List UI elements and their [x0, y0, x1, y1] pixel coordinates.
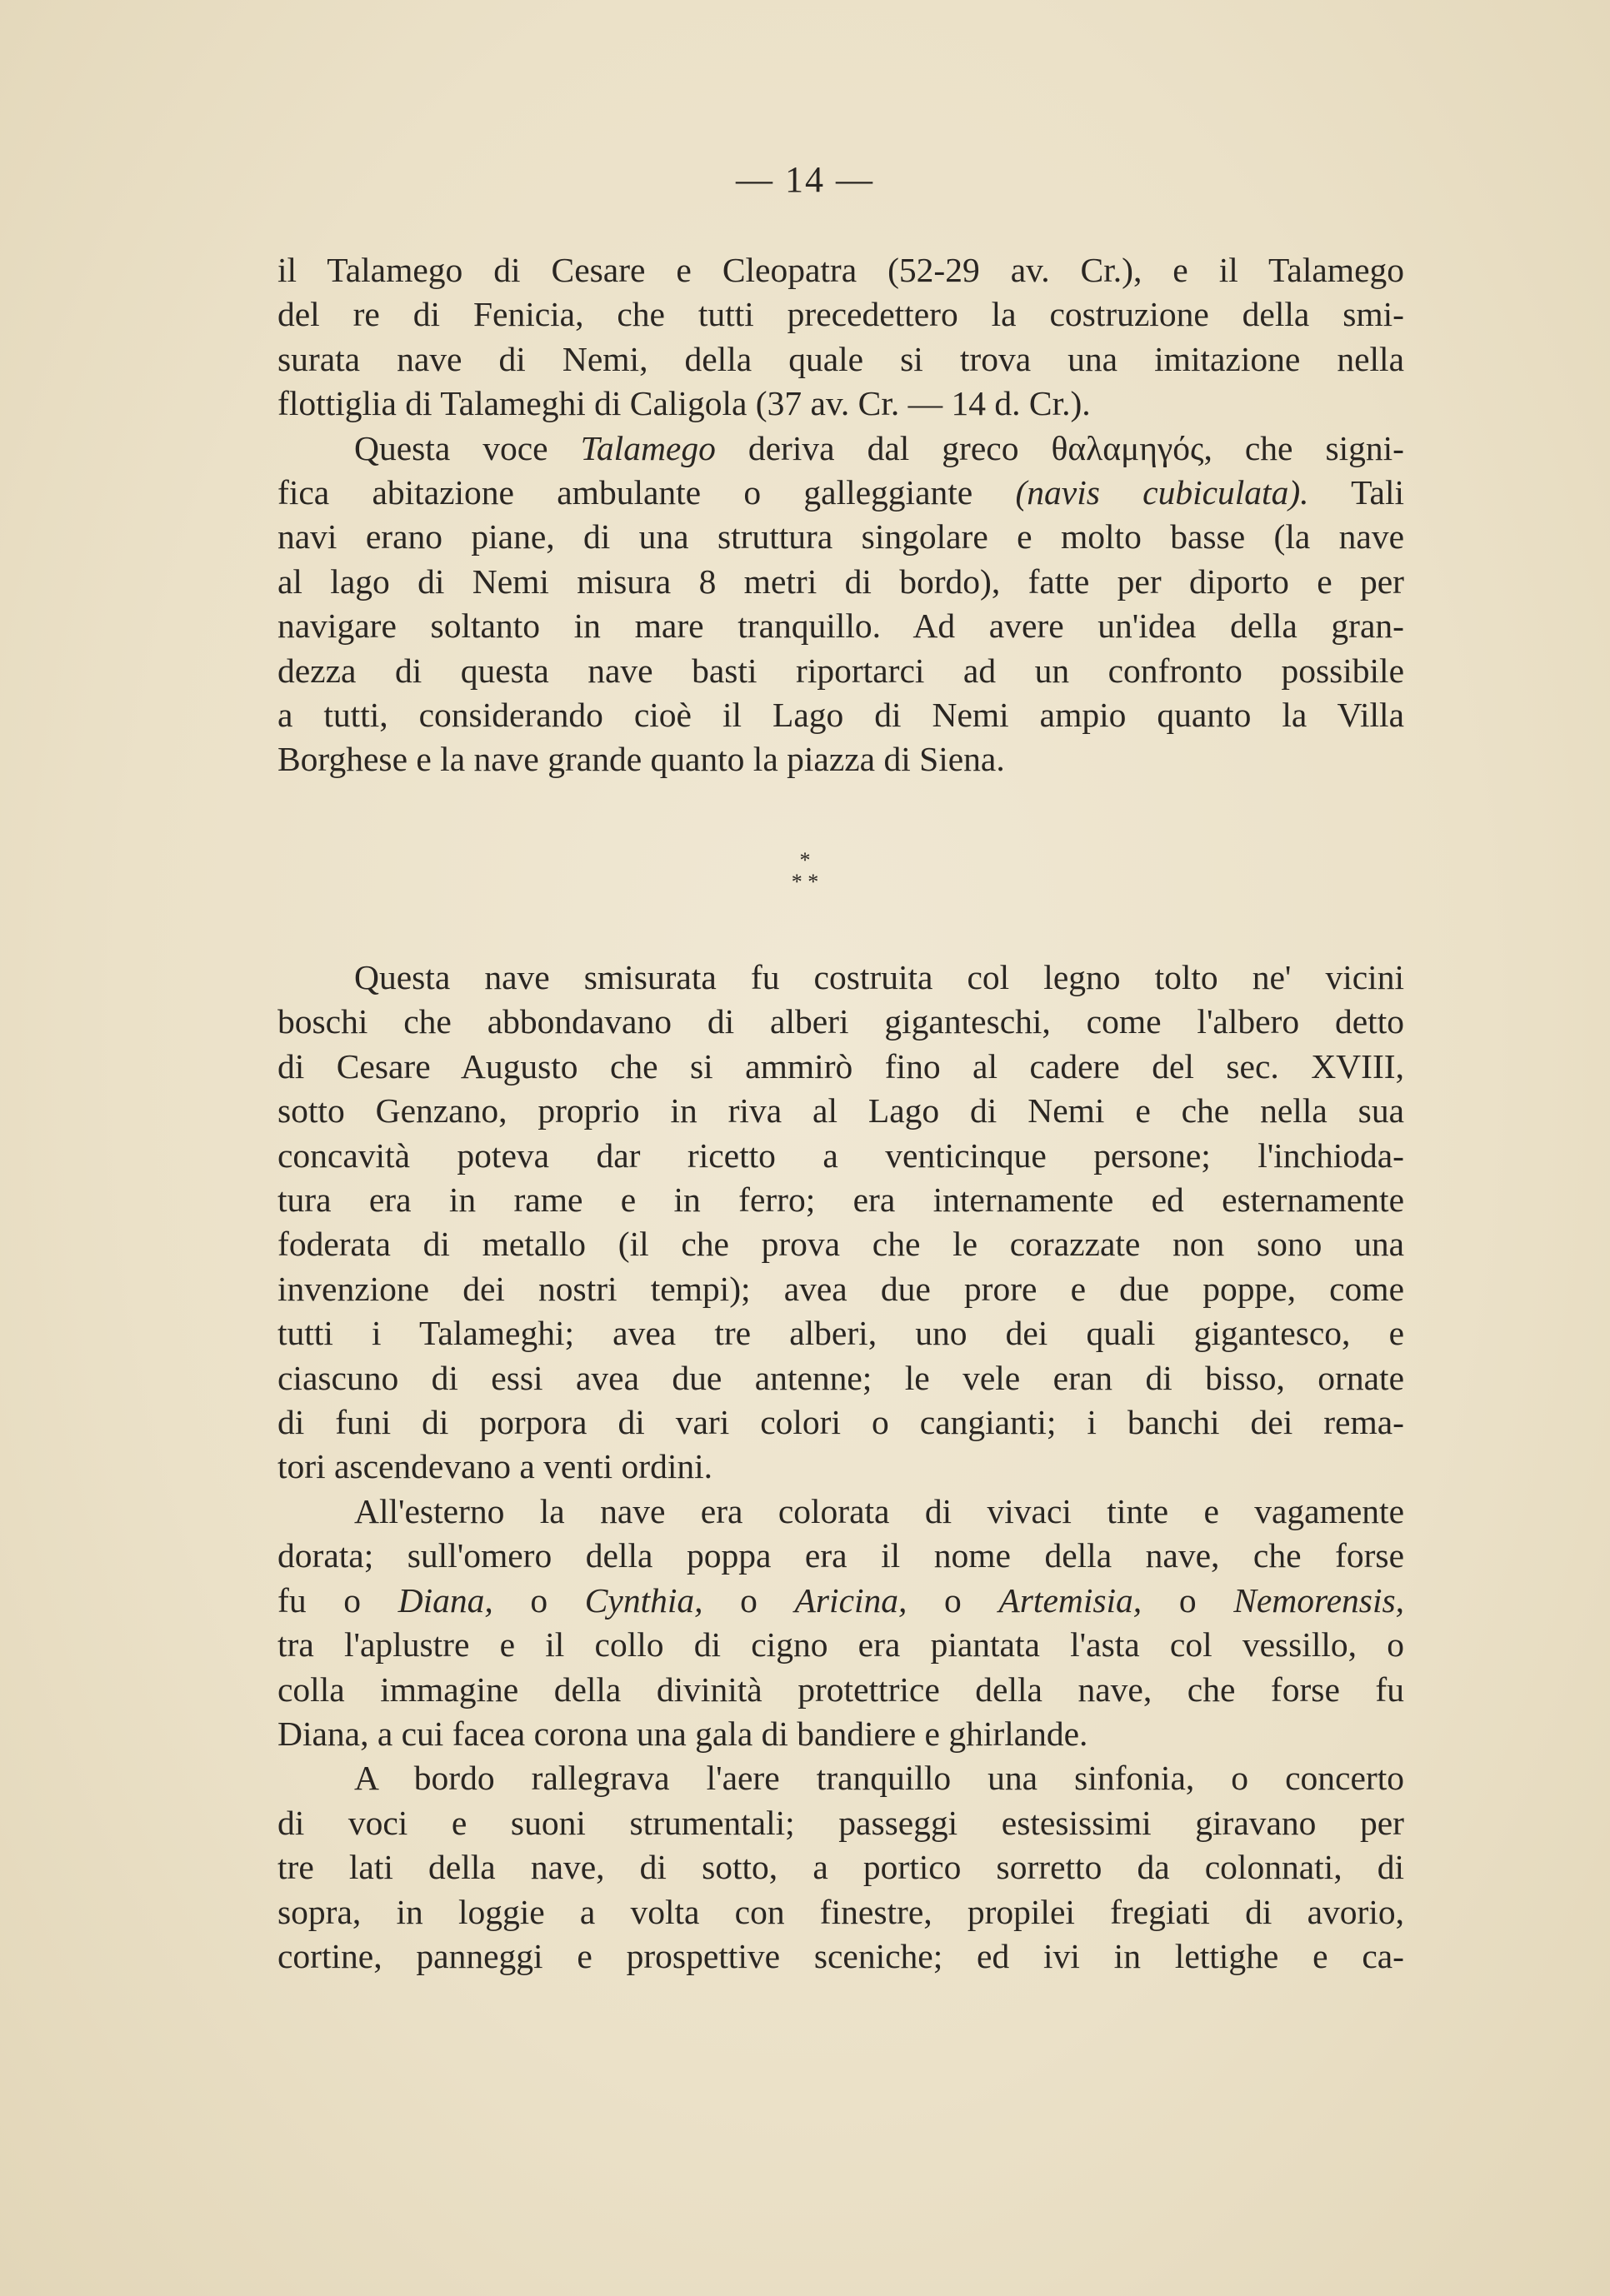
italic-term: Talamego	[580, 428, 716, 467]
text-line: del re di Fenicia, che tutti precedettero la costruzione della smi-	[278, 295, 1404, 334]
text-line: invenzione dei nostri tempi); avea due prore e due poppe, come	[278, 1269, 1404, 1308]
text-line: All'esterno la nave era colorata di vivaci tinte e vagamente	[354, 1491, 1404, 1530]
text-run: o	[702, 1580, 795, 1620]
ship-name: Nemorensis,	[1233, 1580, 1405, 1620]
text-line: a tutti, considerando cioè il Lago di Nemi ampio quanto la Villa	[278, 696, 1404, 735]
text-run: o	[907, 1580, 999, 1620]
text-line: il Talamego di Cesare e Cleopatra (52-29 av. Cr.), e il Talamego	[278, 251, 1404, 289]
text-line-with-italic	[278, 471, 1404, 515]
text-line: sopra, in loggie a volta con finestre, propilei fregiati di avorio,	[278, 1892, 1404, 1931]
text-line: di voci e suoni strumentali; passeggi estesissimi giravano per	[278, 1803, 1404, 1842]
text-run: o	[1142, 1580, 1234, 1620]
text-line: Borghese e la nave grande quanto la piazza di Siena.	[278, 740, 1005, 779]
text-run: fica abitazione ambulante o galleggiante	[278, 473, 1016, 512]
text-run: fu o	[278, 1580, 398, 1620]
text-line: Diana, a cui facea corona una gala di bandiere e ghirlande.	[278, 1714, 1088, 1753]
text-line-ship-names	[278, 1579, 1404, 1623]
text-line: dezza di questa nave basti riportarci ad un confronto possibile	[278, 651, 1404, 690]
text-line: Questa nave smisurata fu costruita col legno tolto ne' vicini	[354, 958, 1404, 996]
text-line: di funi di porpora di vari colori o cangianti; i banchi dei rema-	[278, 1403, 1404, 1442]
section-2	[278, 956, 1404, 1979]
text-line: tura era in rame e in ferro; era internamente ed esternamente	[278, 1180, 1404, 1220]
text-line: concavità poteva dar ricetto a venticinque persone; l'inchioda-	[278, 1136, 1404, 1175]
text-line: ciascuno di essi avea due antenne; le vele eran di bisso, ornate	[278, 1358, 1404, 1397]
text-line: di Cesare Augusto che si ammirò fino al cadere del sec. XVIII,	[278, 1046, 1404, 1086]
text-line: tutti i Talameghi; avea tre alberi, uno dei quali gigantesco, e	[278, 1314, 1404, 1353]
ship-name: Diana,	[398, 1580, 493, 1620]
text-line: cortine, panneggi e prospettive sceniche; ed ivi in lettighe e ca-	[278, 1936, 1404, 1975]
text-line: al lago di Nemi misura 8 metri di bordo), fatte per diporto e per	[278, 562, 1404, 601]
section-separator	[0, 850, 1610, 893]
text-line: tori ascendevano a venti ordini.	[278, 1447, 713, 1486]
text-run: deriva dal greco θαλαμηγός, che signi-	[715, 428, 1404, 467]
asterism-top: *	[799, 848, 811, 872]
text-line: navigare soltanto in mare tranquillo. Ad avere un'idea della gran-	[278, 606, 1404, 646]
text-line: sotto Genzano, proprio in riva al Lago di Nemi e che nella sua	[278, 1091, 1404, 1131]
text-line: foderata di metallo (il che prova che le corazzate non sono una	[278, 1225, 1404, 1264]
text-run: Tali	[1308, 473, 1405, 512]
text-line: A bordo rallegrava l'aere tranquillo una sinfonia, o concerto	[354, 1759, 1404, 1798]
page-number: — 14 —	[736, 159, 874, 200]
asterism-bottom: * *	[791, 870, 819, 894]
text-line: flottiglia di Talameghi di Caligola (37 av. Cr. — 14 d. Cr.).	[278, 384, 1091, 423]
text-line: colla immagine della divinità protettrice della nave, che forse fu	[278, 1670, 1404, 1709]
ship-name: Aricina,	[794, 1580, 908, 1620]
text-run: Questa voce	[354, 428, 581, 467]
text-line-with-italic	[278, 427, 1404, 471]
italic-term: (navis cubiculata).	[1015, 473, 1309, 512]
section-1	[278, 248, 1404, 782]
text-line: dorata; sull'omero della poppa era il nome della nave, che forse	[278, 1536, 1404, 1575]
text-line: tre lati della nave, di sotto, a portico sorretto da colonnati, di	[278, 1848, 1404, 1887]
text-run: o	[492, 1580, 585, 1620]
text-line: boschi che abbondavano di alberi giganteschi, come l'albero detto	[278, 1002, 1404, 1041]
text-line: surata nave di Nemi, della quale si trova una imitazione nella	[278, 339, 1404, 378]
ship-name: Cynthia,	[584, 1580, 703, 1620]
text-line: tra l'aplustre e il collo di cigno era piantata l'asta col vessillo, o	[278, 1625, 1404, 1665]
text-line: navi erano piane, di una struttura singolare e molto basse (la nave	[278, 517, 1404, 557]
ship-name: Artemisia,	[998, 1580, 1142, 1620]
